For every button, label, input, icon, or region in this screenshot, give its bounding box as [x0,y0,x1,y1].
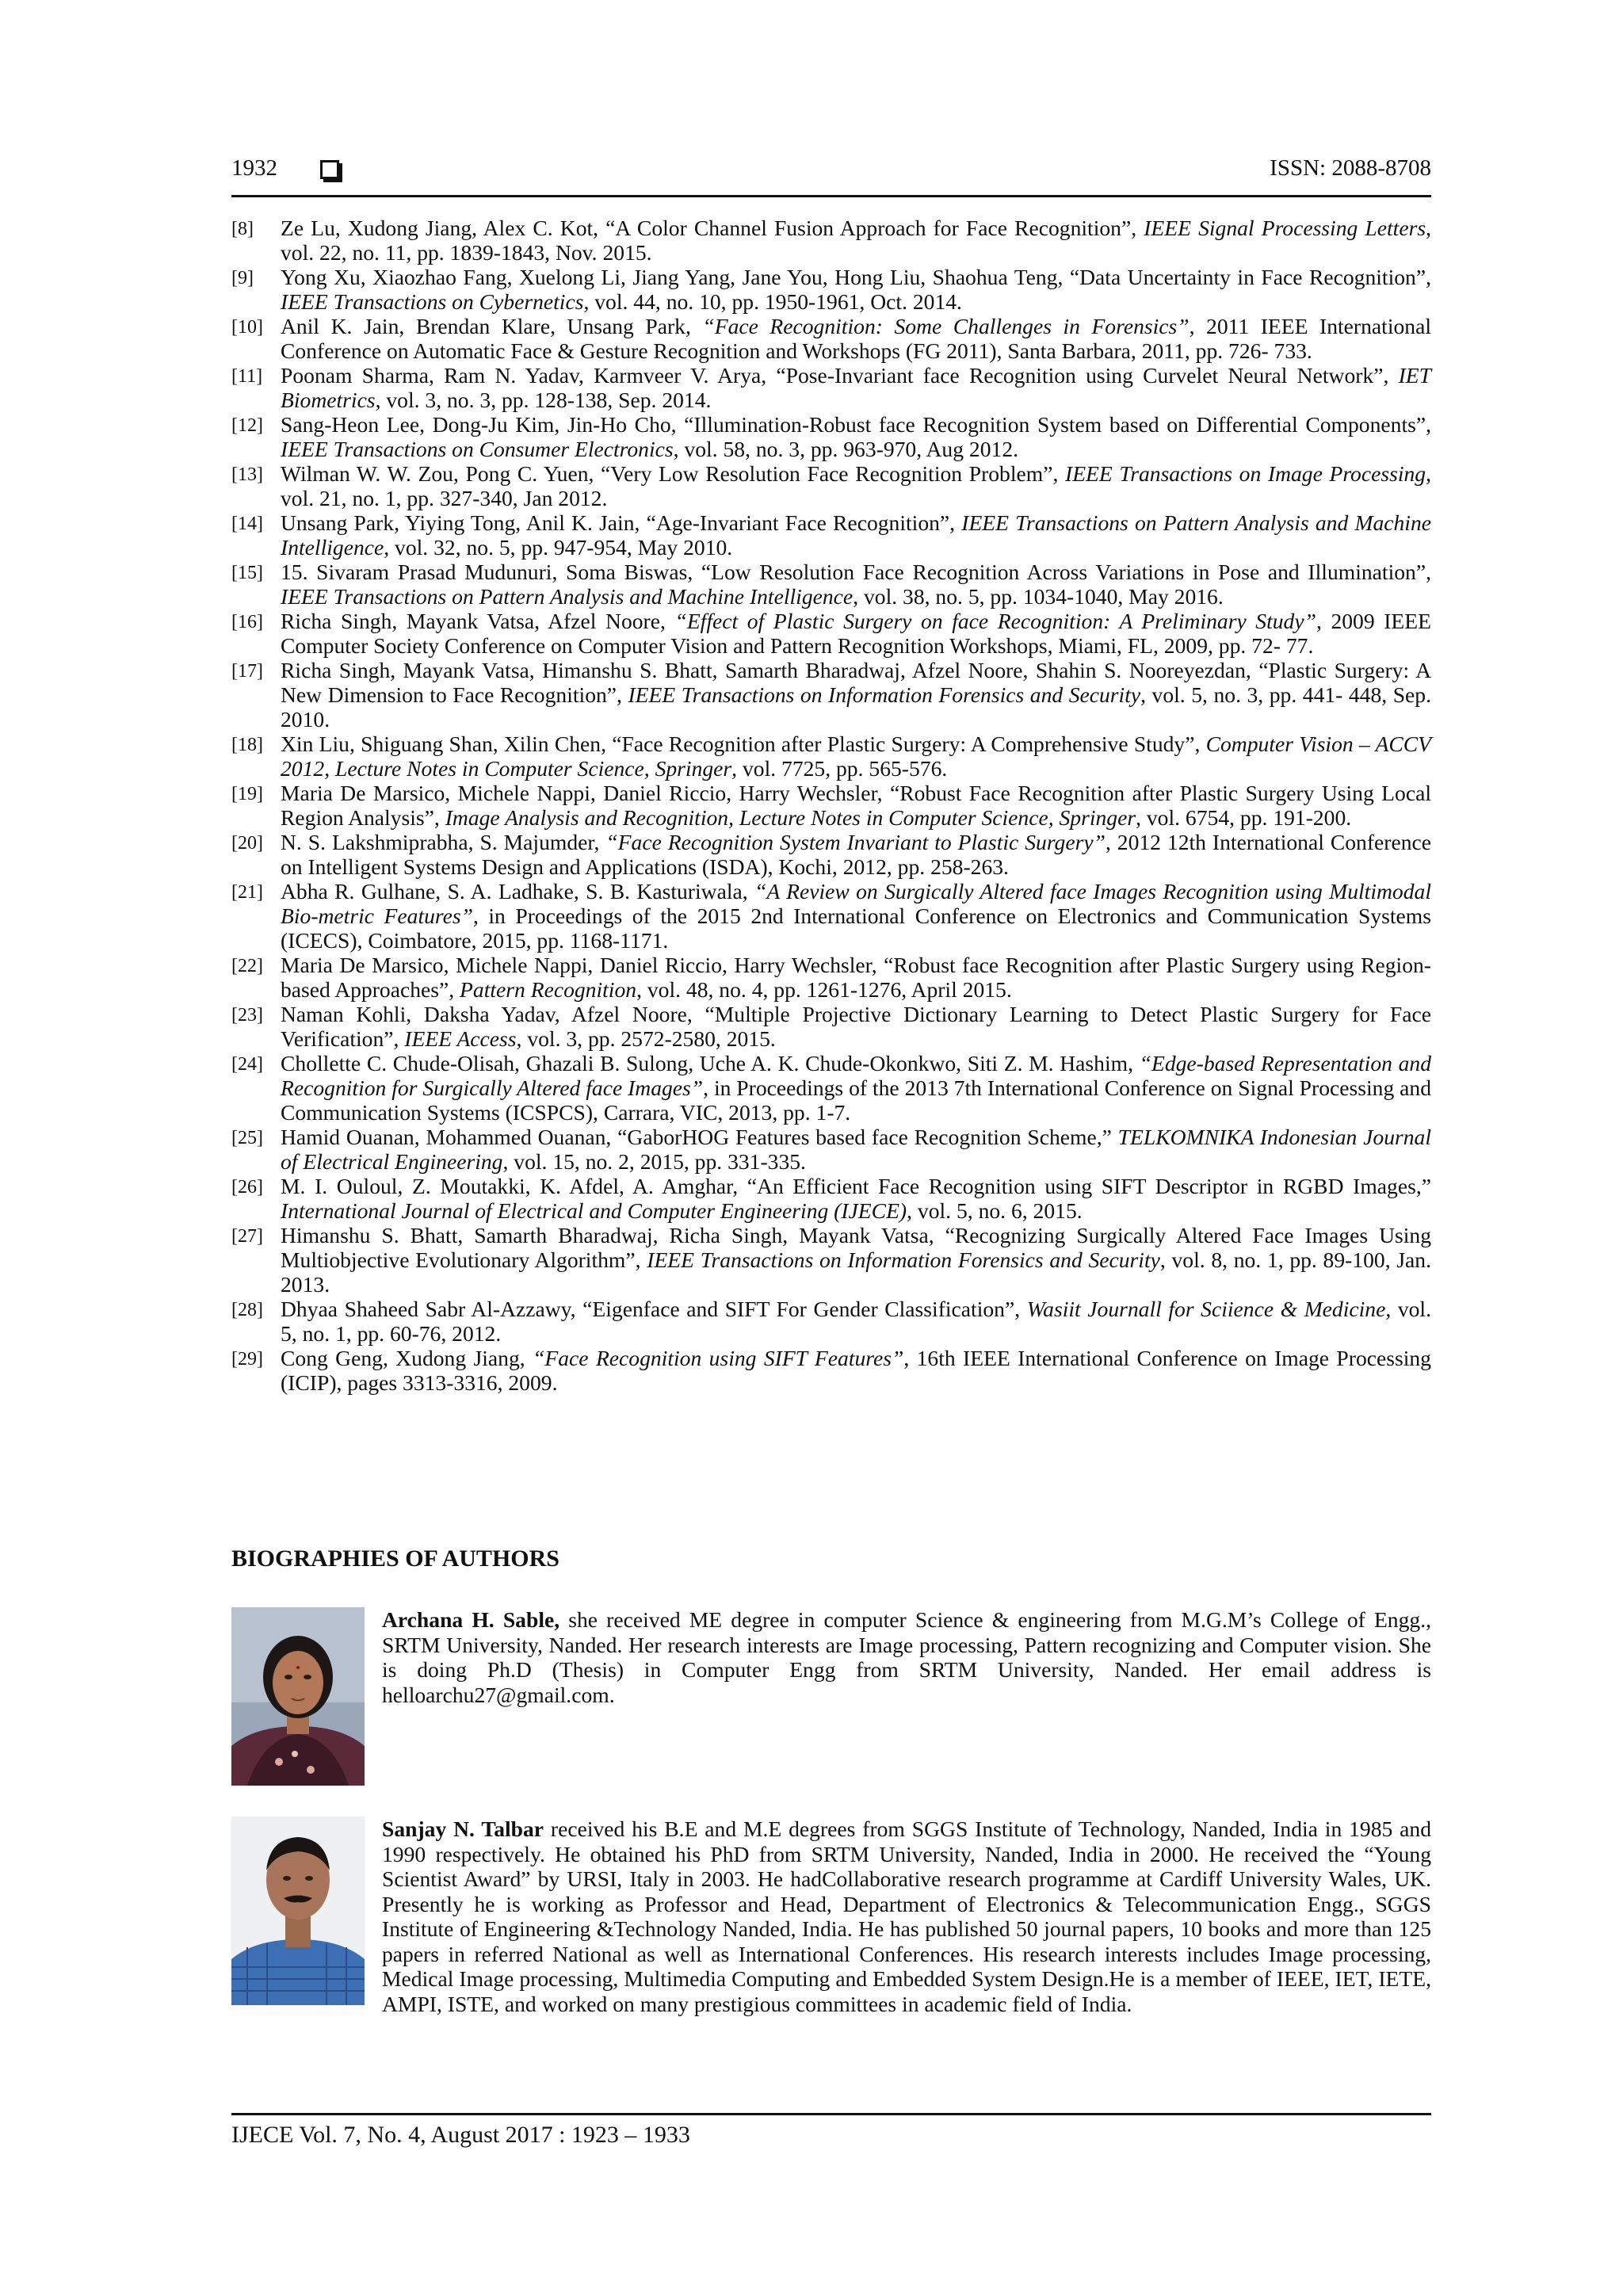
reference-item [231,1297,1431,1346]
reference-number: [9] [231,268,254,288]
reference-segment: Richa Singh, Mayank Vatsa, Himanshu S. Bhatt, Samarth Bharadwaj, Afzel Noore, Shahin S. Nooreyezdan, “Plastic Surgery: A New Dimension to Face Recognition”, [281,658,1431,707]
page-number: 1932 [231,155,277,181]
reference-segment: Anil K. Jain, Brendan Klare, Unsang Park, [281,314,703,338]
reference-list [231,216,1431,1395]
reference-source: International Journal of Electrical and Computer Engineering (IJECE) [281,1198,907,1223]
reference-segment: , vol. 21, no. 1, pp. 327-340, Jan 2012. [281,461,1431,510]
reference-text [281,1297,1431,1346]
reference-segment: N. S. Lakshmiprabha, S. Majumder, [281,830,606,854]
reference-segment: , vol. 38, no. 5, pp. 1034-1040, May 2016. [853,584,1224,609]
reference-segment: , vol. 5, no. 6, 2015. [907,1198,1083,1223]
page-footer: IJECE Vol. 7, No. 4, August 2017 : 1923 – 1933 [231,2113,1431,2149]
reference-segment: vol. 5, no. 1, pp. 60-76, 2012. [281,1297,1431,1346]
reference-source: IEEE Transactions on Consumer Electronics [281,437,674,461]
reference-segment: 15. Sivaram Prasad Mudunuri, Soma Biswas, “Low Resolution Face Recognition Across Variations in Pose and Illumination”, [281,560,1431,584]
reference-number: [16] [231,612,263,632]
reference-segment: , 16th IEEE International Conference on Image Processing (ICIP), pages 3313-3316, 2009. [281,1346,1431,1395]
reference-item [231,830,1431,879]
reference-item [231,1346,1431,1395]
reference-segment: , in Proceedings of the 2013 7th International Conference on Signal Processing and Communication Systems (ICSPCS), Carrara, VIC, 2013, pp. 1-7. [281,1075,1431,1125]
reference-text [281,879,1431,953]
reference-segment: M. I. Ouloul, Z. Moutakki, K. Afdel, A. Amghar, “An Efficient Face Recognition using SIFT Descriptor in RGBD Images,” [281,1174,1431,1198]
reference-number: [25] [231,1128,263,1148]
author-bio-text-2 [382,1817,1431,2016]
reference-source: IEEE Transactions on Cybernetics [281,289,584,314]
reference-number: [29] [231,1349,263,1370]
reference-text [281,781,1431,830]
reference-source: IEEE Transactions on Information Forensics and Security [628,682,1141,707]
author-description-2: received his B.E and M.E degrees from SGGS Institute of Technology, Nanded, India in 1985 and 1990 respectively. He obtained his PhD from SRTM University, Nanded, India in 2000. He received the “Young Scientist Award” by URSI, Italy in 2003. He hadCollaborative research programme at Cardiff University Wales, UK. Presently he is working as Professor and Head, Department of Electronics & Telecommunication Engg., SGGS Institute of Engineering &Technology Nanded, India. He has published 50 journal papers, 10 books and more than 125 papers in referred National as well as International Conferences. His research interests includes Image processing, Medical Image processing, Multimedia Computing and Embedded System Design.He is a member of IEEE, IET, IETE, AMPI, ISTE, and worked on many prestigious committees in academic field of India. [382,1817,1431,2016]
reference-source: IEEE Transactions on Image Processing [1065,461,1426,486]
reference-item [231,560,1431,609]
reference-item [231,314,1431,363]
reference-text [281,830,1431,879]
author-photo-2 [231,1817,365,2005]
reference-item [231,1051,1431,1125]
author-name-2: Sanjay N. Talbar [382,1817,544,1841]
reference-number: [15] [231,563,263,583]
issn-label: ISSN: 2088-8708 [1270,155,1431,181]
reference-segment: Ze Lu, Xudong Jiang, Alex C. Kot, “A Color Channel Fusion Approach for Face Recognition”, [281,216,1144,240]
reference-segment: , 2009 IEEE Computer Society Conference on Computer Vision and Pattern Recognition Workshops, Miami, FL, 2009, pp. 72- 77. [281,609,1431,658]
reference-text [281,1002,1431,1051]
reference-segment: , vol. 15, no. 2, 2015, pp. 331-335. [502,1149,806,1174]
reference-text [281,216,1431,265]
reference-segment: , vol. 8, no. 1, pp. 89-100, Jan. 2013. [281,1247,1431,1297]
reference-text [281,560,1431,609]
reference-item [231,781,1431,830]
reference-segment: Richa Singh, Mayank Vatsa, Afzel Noore, [281,609,675,633]
reference-number: [10] [231,317,263,338]
reference-text [281,658,1431,732]
reference-text [281,732,1431,781]
reference-text [281,1051,1431,1125]
reference-item [231,1174,1431,1223]
reference-number: [26] [231,1177,263,1198]
reference-segment: , vol. 3, no. 3, pp. 128-138, Sep. 2014. [375,388,712,412]
reference-number: [11] [231,366,263,387]
reference-source: “Face Recognition System Invariant to Plastic Surgery” [605,830,1106,854]
reference-source: Wasiit Journall for Sciience & Medicine, [1026,1297,1392,1321]
reference-segment: Naman Kohli, Daksha Yadav, Afzel Noore, “Multiple Projective Dictionary Learning to Detect Plastic Surgery for Face Verification”, [281,1002,1431,1051]
reference-item [231,412,1431,461]
reference-item [231,879,1431,953]
reference-item [231,732,1431,781]
reference-text [281,1223,1431,1297]
reference-text [281,461,1431,510]
reference-source: IEEE Access [404,1026,517,1051]
reference-segment: , vol. 3, pp. 2572-2580, 2015. [516,1026,776,1051]
reference-segment: , vol. 44, no. 10, pp. 1950-1961, Oct. 2014. [583,289,962,314]
reference-segment: , vol. 6754, pp. 191-200. [1136,805,1352,830]
reference-segment: , vol. 22, no. 11, pp. 1839-1843, Nov. 2015. [281,216,1431,265]
reference-source: “A Review on Surgically Altered face Images Recognition using Multimodal Bio-metric Features” [281,879,1431,928]
reference-segment: , 2012 12th International Conference on Intelligent Systems Design and Applications (ISDA), Kochi, 2012, pp. 258-263. [281,830,1431,879]
reference-item [231,1125,1431,1174]
reference-segment: Dhyaa Shaheed Sabr Al-Azzawy, “Eigenface and SIFT For Gender Classification”, [281,1297,1027,1321]
reference-source: TELKOMNIKA Indonesian Journal of Electrical Engineering [281,1125,1431,1174]
reference-text [281,609,1431,658]
reference-item [231,363,1431,412]
reference-item [231,658,1431,732]
reference-number: [28] [231,1300,263,1320]
author-bio-text-1 [382,1607,1431,1707]
reference-number: [19] [231,784,263,804]
reference-segment: , 2011 IEEE International Conference on Automatic Face & Gesture Recognition and Workshops (FG 2011), Santa Barbara, 2011, pp. 726- 733. [281,314,1431,363]
reference-text [281,363,1431,412]
reference-item [231,609,1431,658]
reference-segment: , in Proceedings of the 2015 2nd International Conference on Electronics and Communication Systems (ICECS), Coimbatore, 2015, pp. 1168-1171. [281,904,1431,953]
reference-text [281,265,1431,314]
reference-text [281,412,1431,461]
reference-number: [13] [231,464,263,485]
reference-item [231,461,1431,510]
reference-segment: Unsang Park, Yiying Tong, Anil K. Jain, “Age-Invariant Face Recognition”, [281,510,962,535]
reference-item [231,216,1431,265]
reference-source: IEEE Transactions on Pattern Analysis and Machine Intelligence [281,584,854,609]
reference-text [281,953,1431,1002]
reference-source: “Edge-based Representation and Recognition for Surgically Altered face Images” [281,1051,1431,1100]
reference-item [231,1002,1431,1051]
reference-segment: , vol. 7725, pp. 565-576. [731,756,948,781]
reference-segment: , vol. 48, no. 4, pp. 1261-1276, April 2015. [636,977,1012,1002]
reference-segment: Wilman W. W. Zou, Pong C. Yuen, “Very Low Resolution Face Recognition Problem”, [281,461,1066,486]
reference-number: [18] [231,735,263,755]
reference-number: [8] [231,219,254,239]
reference-segment: Xin Liu, Shiguang Shan, Xilin Chen, “Face Recognition after Plastic Surgery: A Comprehensive Study”, [281,732,1206,756]
reference-item [231,1223,1431,1297]
reference-source: Computer Vision – ACCV 2012, Lecture Notes in Computer Science, Springer [281,732,1431,781]
author-name-1: Archana H. Sable, [382,1607,560,1632]
box-bullet-icon [320,160,339,179]
reference-segment: , vol. 5, no. 3, pp. 441- 448, Sep. 2010. [281,682,1432,732]
reference-segment: , vol. 32, no. 5, pp. 947-954, May 2010. [384,535,733,560]
reference-item [231,953,1431,1002]
reference-text [281,1174,1431,1223]
reference-number: [27] [231,1226,263,1247]
author-description-1: she received ME degree in computer Science & engineering from M.G.M’s College of Engg., SRTM University, Nanded. Her research interests are Image processing, Pattern recognizing and Computer vision. She is doing Ph.D (Thesis) in Computer Engg from SRTM University, Nanded. Her email address is helloarchu27@gmail.com. [382,1607,1431,1707]
reference-number: [20] [231,833,263,854]
author-photo-1 [231,1607,365,1786]
reference-number: [14] [231,514,263,534]
reference-number: [24] [231,1054,263,1075]
reference-item [231,510,1431,560]
reference-segment: , vol. 58, no. 3, pp. 963-970, Aug 2012. [673,437,1019,461]
reference-number: [12] [231,415,263,436]
reference-number: [17] [231,661,263,682]
reference-number: [21] [231,882,263,903]
page-header [231,155,1431,197]
reference-source: “Face Recognition using SIFT Features” [533,1346,904,1370]
reference-number: [23] [231,1005,263,1026]
reference-source: IEEE Transactions on Pattern Analysis and Machine Intelligence [281,510,1431,560]
reference-segment: Maria De Marsico, Michele Nappi, Daniel Riccio, Harry Wechsler, “Robust Face Recognition after Plastic Surgery Using Local Region Analysis”, [281,781,1431,830]
reference-text [281,510,1431,560]
reference-item [231,265,1431,314]
reference-segment: Yong Xu, Xiaozhao Fang, Xuelong Li, Jiang Yang, Jane You, Hong Liu, Shaohua Teng, “Data Uncertainty in Face Recognition”, [281,265,1431,289]
reference-number: [22] [231,956,263,976]
reference-segment: Cong Geng, Xudong Jiang, [281,1346,533,1370]
reference-segment: Poonam Sharma, Ram N. Yadav, Karmveer V. Arya, “Pose-Invariant face Recognition using Curvelet Neural Network”, [281,363,1399,388]
reference-source: “Face Recognition: Some Challenges in Forensics” [702,314,1190,338]
reference-source: Image Analysis and Recognition, Lecture Notes in Computer Science, Springer [445,805,1136,830]
reference-segment: Abha R. Gulhane, S. A. Ladhake, S. B. Kasturiwala, [281,879,755,904]
reference-source: Pattern Recognition [460,977,637,1002]
reference-source: IET Biometrics [281,363,1431,412]
reference-segment: Chollette C. Chude-Olisah, Ghazali B. Sulong, Uche A. K. Chude-Okonkwo, Siti Z. M. Hashim, [281,1051,1140,1075]
reference-segment: Himanshu S. Bhatt, Samarth Bharadwaj, Richa Singh, Mayank Vatsa, “Recognizing Surgically Altered Face Images Using Multiobjective Evolutionary Algorithm”, [281,1223,1431,1272]
reference-segment: Maria De Marsico, Michele Nappi, Daniel Riccio, Harry Wechsler, “Robust face Recognition after Plastic Surgery using Region-based Approaches”, [281,953,1431,1002]
reference-text [281,1125,1431,1174]
reference-segment: Sang-Heon Lee, Dong-Ju Kim, Jin-Ho Cho, “Illumination-Robust face Recognition System based on Differential Components”, [281,412,1431,437]
reference-source: “Effect of Plastic Surgery on face Recognition: A Preliminary Study” [674,609,1316,633]
reference-source: IEEE Transactions on Information Forensics and Security [647,1247,1160,1272]
reference-segment: Hamid Ouanan, Mohammed Ouanan, “GaborHOG Features based face Recognition Scheme,” [281,1125,1118,1149]
reference-text [281,314,1431,363]
reference-text [281,1346,1431,1395]
reference-source: IEEE Signal Processing Letters [1144,216,1426,240]
biographies-heading: BIOGRAPHIES OF AUTHORS [231,1545,559,1572]
